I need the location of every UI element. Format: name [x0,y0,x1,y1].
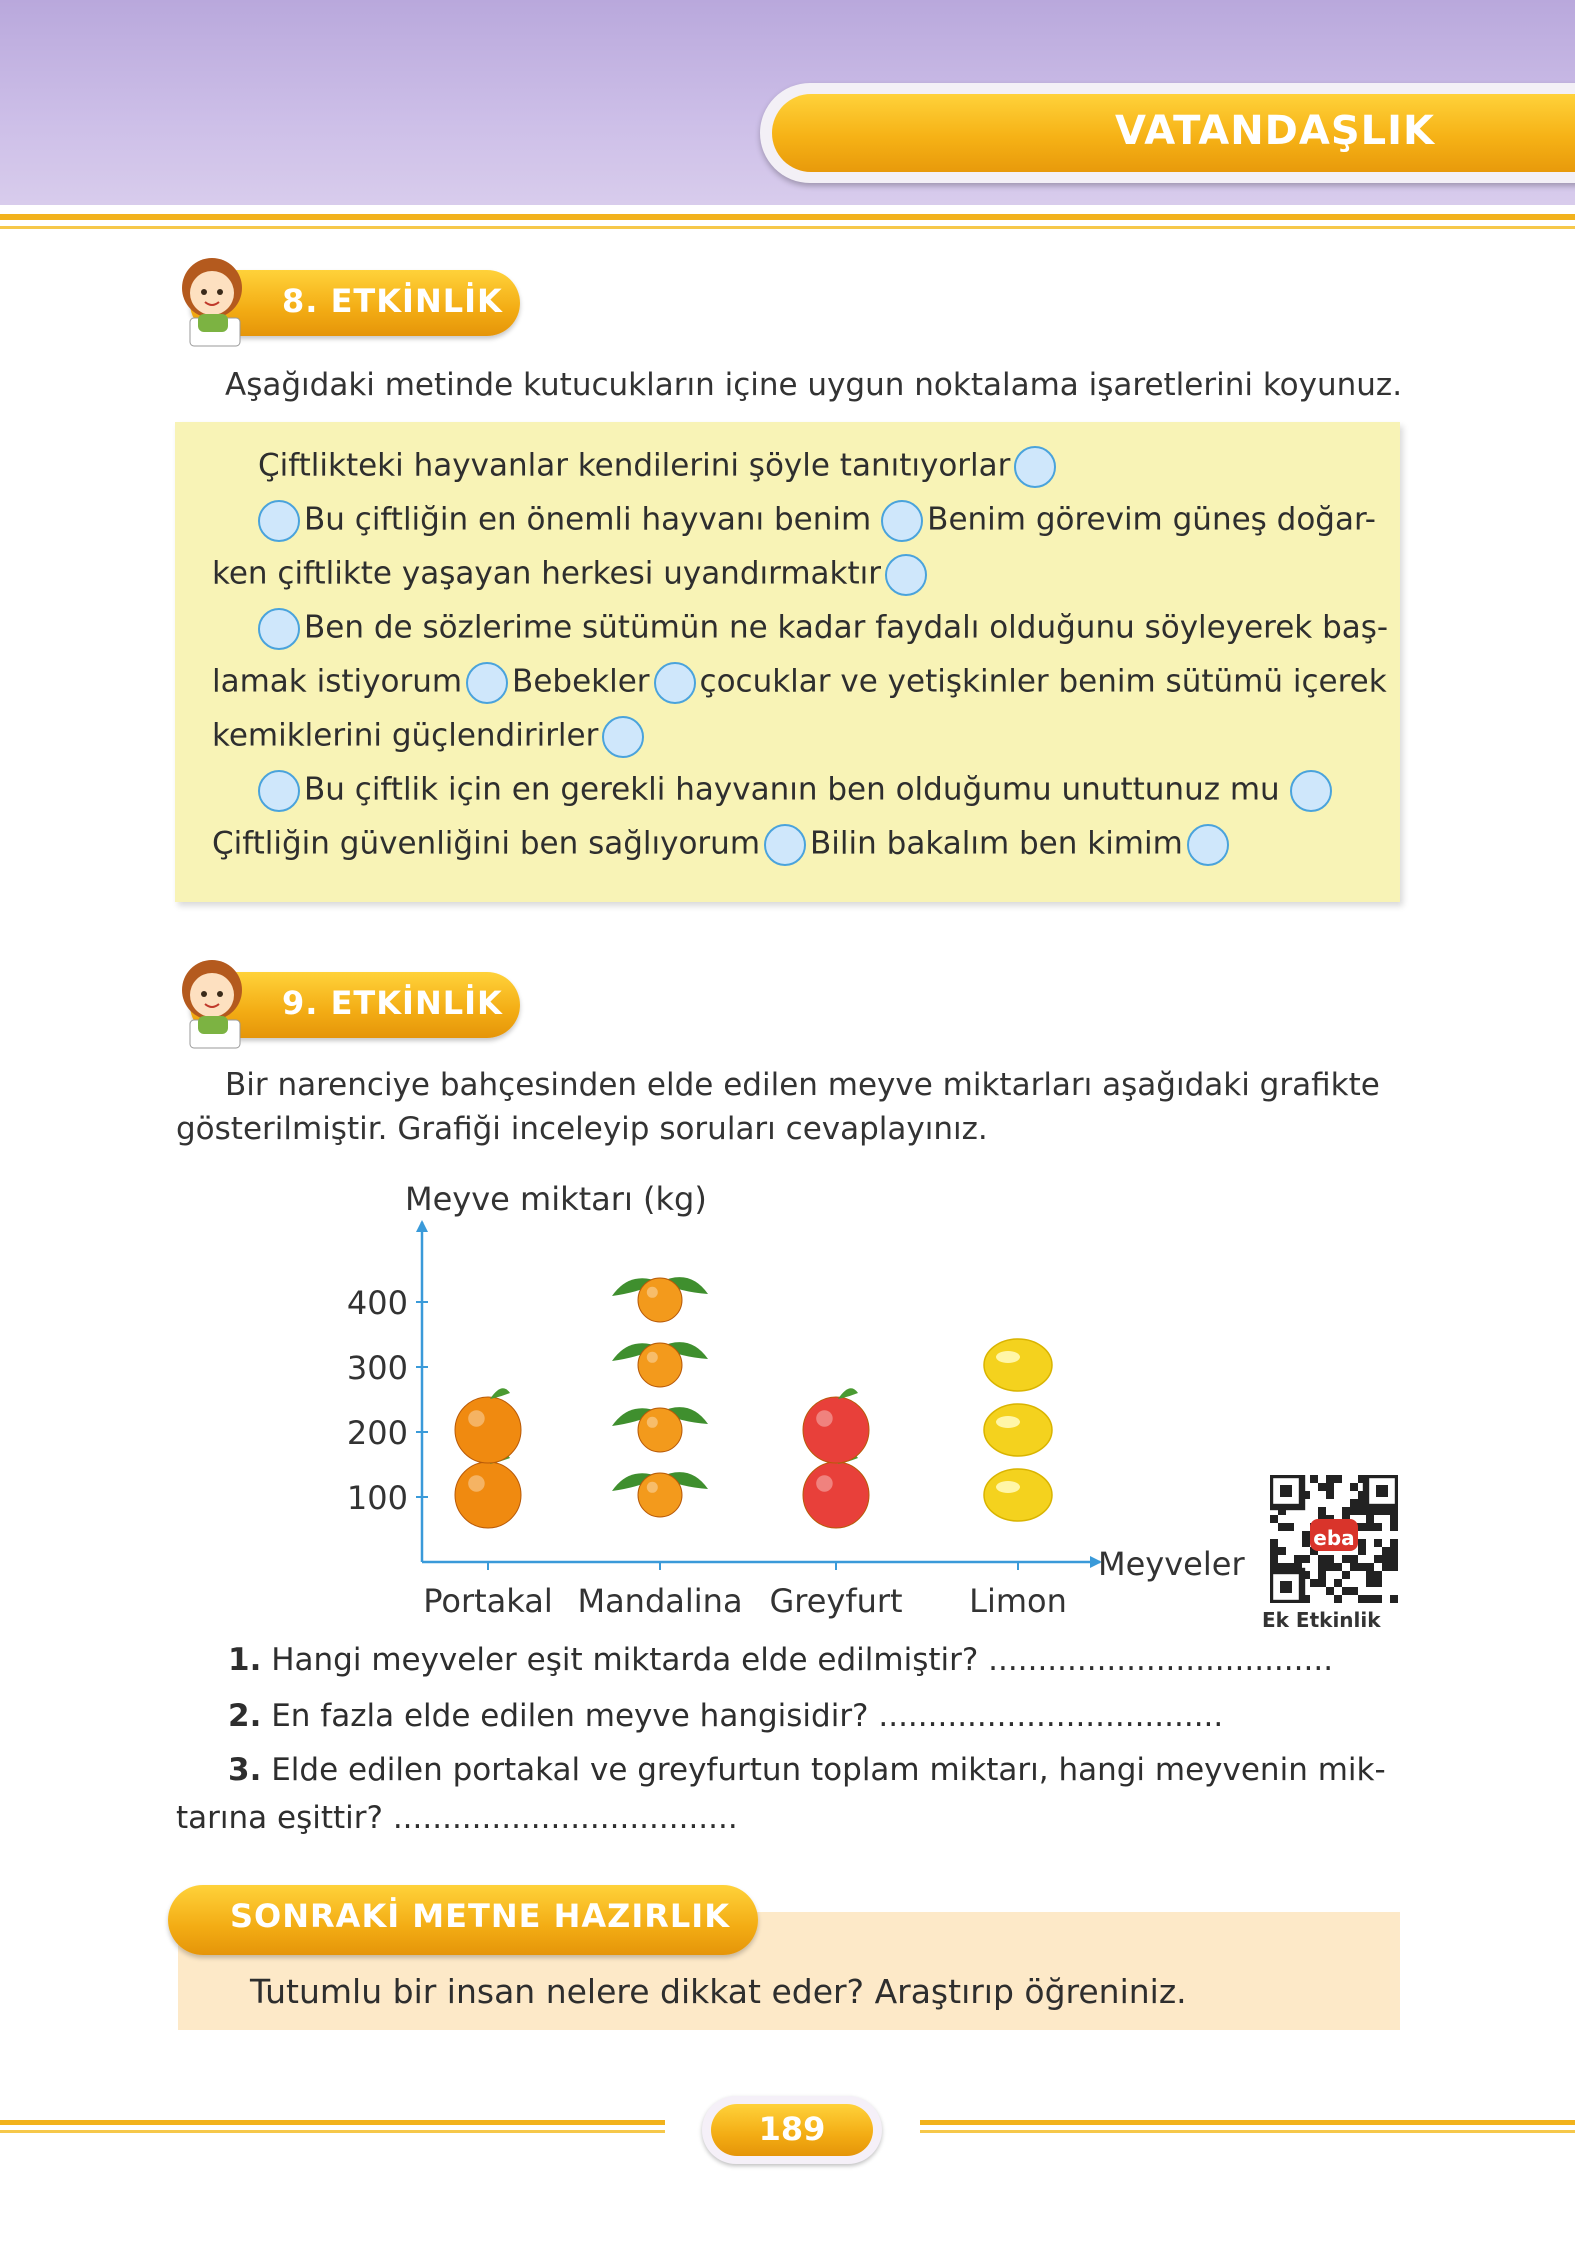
y-tick-label: 300 [346,1349,408,1387]
text-segment: Ben de sözlerime sütümün ne kadar faydalı olduğunu söyleyerek baş- [304,609,1389,646]
answer-circle[interactable] [258,500,300,542]
answer-circle[interactable] [1290,770,1332,812]
next-text-prep-question: Tutumlu bir insan nelere dikkat eder? Araştırıp öğreniniz. [250,1972,1187,2011]
y-tick-label: 200 [346,1414,408,1452]
text-segment: Bebekler [512,663,650,700]
text-segment: Bu çiftlik için en gerekli hayvanın ben olduğumu unuttunuz mu [304,771,1280,808]
text-segment: Bilin bakalım ben kimim [810,825,1183,862]
orange-icon [455,1388,521,1463]
text-segment: Çiftlikteki hayvanlar kendilerini şöyle tanıtıyorlar [258,447,1011,484]
page-number: 189 [758,2110,826,2148]
answer-circle[interactable] [764,824,806,866]
question-text: En fazla elde edilen meyve hangisidir? ................................... [271,1698,1224,1734]
qr-label: Ek Etkinlik [1262,1608,1381,1632]
text-segment: lamak istiyorum [212,663,463,700]
question-1 [228,1642,1333,1678]
y-axis-arrow [416,1220,428,1232]
tangerine-icon [612,1277,708,1322]
text-line-3 [212,554,931,596]
activity-8-title: 8. ETKİNLİK [282,282,503,320]
activity-8-instruction: Aşağıdaki metinde kutucukların içine uygun noktalama işaretlerini koyunuz. [225,367,1403,403]
y-axis-label: Meyve miktarı (kg) [405,1180,707,1218]
x-tick-label: Greyfurt [769,1582,903,1620]
text-line-7 [254,770,1336,812]
question-text: Hangi meyveler eşit miktarda elde edilmiştir? ................................... [271,1642,1334,1678]
answer-circle[interactable] [258,770,300,812]
text-line-2 [254,500,1376,542]
x-tick-label: Mandalina [577,1582,743,1620]
question-text: Elde edilen portakal ve greyfurtun toplam miktarı, hangi meyvenin mik- [271,1752,1386,1788]
tangerine-icon [612,1472,708,1517]
question-number: 1. [228,1642,262,1678]
header-divider [0,214,1575,220]
activity-9-instruction-1: Bir narenciye bahçesinden elde edilen meyve miktarları aşağıdaki grafikte [225,1067,1380,1103]
question-number: 2. [228,1698,262,1734]
lemon-icon [984,1339,1052,1391]
activity-9-title: 9. ETKİNLİK [282,984,503,1022]
activity-9-instruction-2: gösterilmiştir. Grafiği inceleyip soruları cevaplayınız. [176,1111,988,1147]
text-line-8 [212,824,1233,866]
answer-circle[interactable] [466,662,508,704]
footer-line-right-thin [920,2130,1575,2133]
text-segment: Bu çiftliğin en önemli hayvanı benim [304,501,872,538]
orange-icon [455,1453,521,1528]
text-segment: ken çiftlikte yaşayan herkesi uyandırmaktır [212,555,881,592]
question-3-continuation: tarına eşittir? ................................... [176,1800,738,1836]
answer-circle[interactable] [258,608,300,650]
header-divider-thin [0,226,1575,229]
text-segment: Çiftliğin güvenliğini ben sağlıyorum [212,825,761,862]
y-tick-label: 400 [346,1284,408,1322]
footer-line-right [920,2120,1575,2125]
answer-circle[interactable] [885,554,927,596]
lemon-icon [984,1404,1052,1456]
grapefruit-icon [803,1388,869,1463]
question-number: 3. [228,1752,262,1788]
answer-circle[interactable] [602,716,644,758]
tangerine-icon [612,1342,708,1387]
grapefruit-icon [803,1453,869,1528]
y-tick-label: 100 [346,1479,408,1517]
girl-reading-icon [160,248,270,358]
qr-code-icon[interactable] [1270,1475,1398,1603]
girl-reading-icon [160,950,270,1060]
text-segment: kemiklerini güçlendirirler [212,717,599,754]
answer-circle[interactable] [1014,446,1056,488]
answer-circle[interactable] [881,500,923,542]
text-segment: çocuklar ve yetişkinler benim sütümü içerek [699,663,1387,700]
text-line-5 [212,662,1387,704]
unit-title: VATANDAŞLIK [1114,108,1436,154]
answer-circle[interactable] [654,662,696,704]
text-line-1 [258,446,1060,488]
x-tick-label: Portakal [423,1582,553,1620]
footer-line-left-thin [0,2130,665,2133]
next-text-prep-title: SONRAKİ METNE HAZIRLIK [230,1897,730,1935]
text-segment: Benim görevim güneş doğar- [927,501,1376,538]
question-2 [228,1698,1223,1734]
text-line-4 [254,608,1388,650]
eba-logo-text: eba [1313,1526,1355,1550]
question-3 [228,1752,1386,1788]
footer-line-left [0,2120,665,2125]
fruit-pictograph [320,1180,1280,1620]
x-tick-label: Limon [969,1582,1067,1620]
text-line-6 [212,716,648,758]
tangerine-icon [612,1407,708,1452]
answer-circle[interactable] [1187,824,1229,866]
x-axis-label: Meyveler [1098,1545,1245,1583]
lemon-icon [984,1469,1052,1521]
